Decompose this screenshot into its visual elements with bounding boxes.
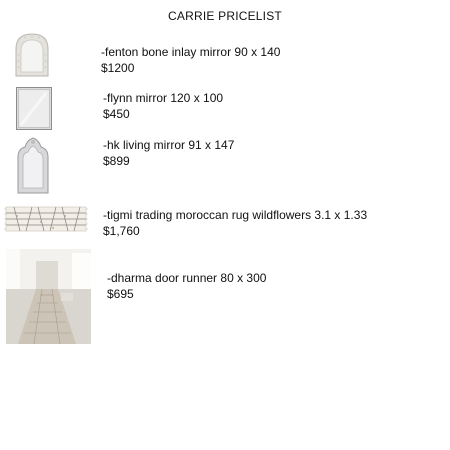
page-title: CARRIE PRICELIST <box>168 9 282 23</box>
list-item <box>103 207 367 239</box>
square-mirror-icon <box>16 87 52 130</box>
item-name: -tigmi trading moroccan rug wildflowers 3.1 x 1.33 <box>103 208 368 222</box>
ornate-mirror-icon <box>16 137 50 194</box>
list-item <box>103 137 234 169</box>
arched-mirror-icon <box>15 33 49 77</box>
item-price: $450 <box>103 107 130 121</box>
item-name: -flynn mirror 120 x 100 <box>103 91 224 105</box>
list-item <box>107 270 266 302</box>
item-price: $899 <box>103 154 130 168</box>
item-price: $1,760 <box>103 224 140 238</box>
item-name: -fenton bone inlay mirror 90 x 140 <box>101 45 281 59</box>
item-price: $695 <box>107 287 134 301</box>
moroccan-rug-icon <box>4 204 88 234</box>
runner-rug-photo-icon <box>6 249 91 344</box>
list-item <box>101 44 280 76</box>
list-item <box>103 90 223 122</box>
item-name: -hk living mirror 91 x 147 <box>103 138 235 152</box>
item-name: -dharma door runner 80 x 300 <box>107 271 267 285</box>
item-price: $1200 <box>101 61 135 75</box>
